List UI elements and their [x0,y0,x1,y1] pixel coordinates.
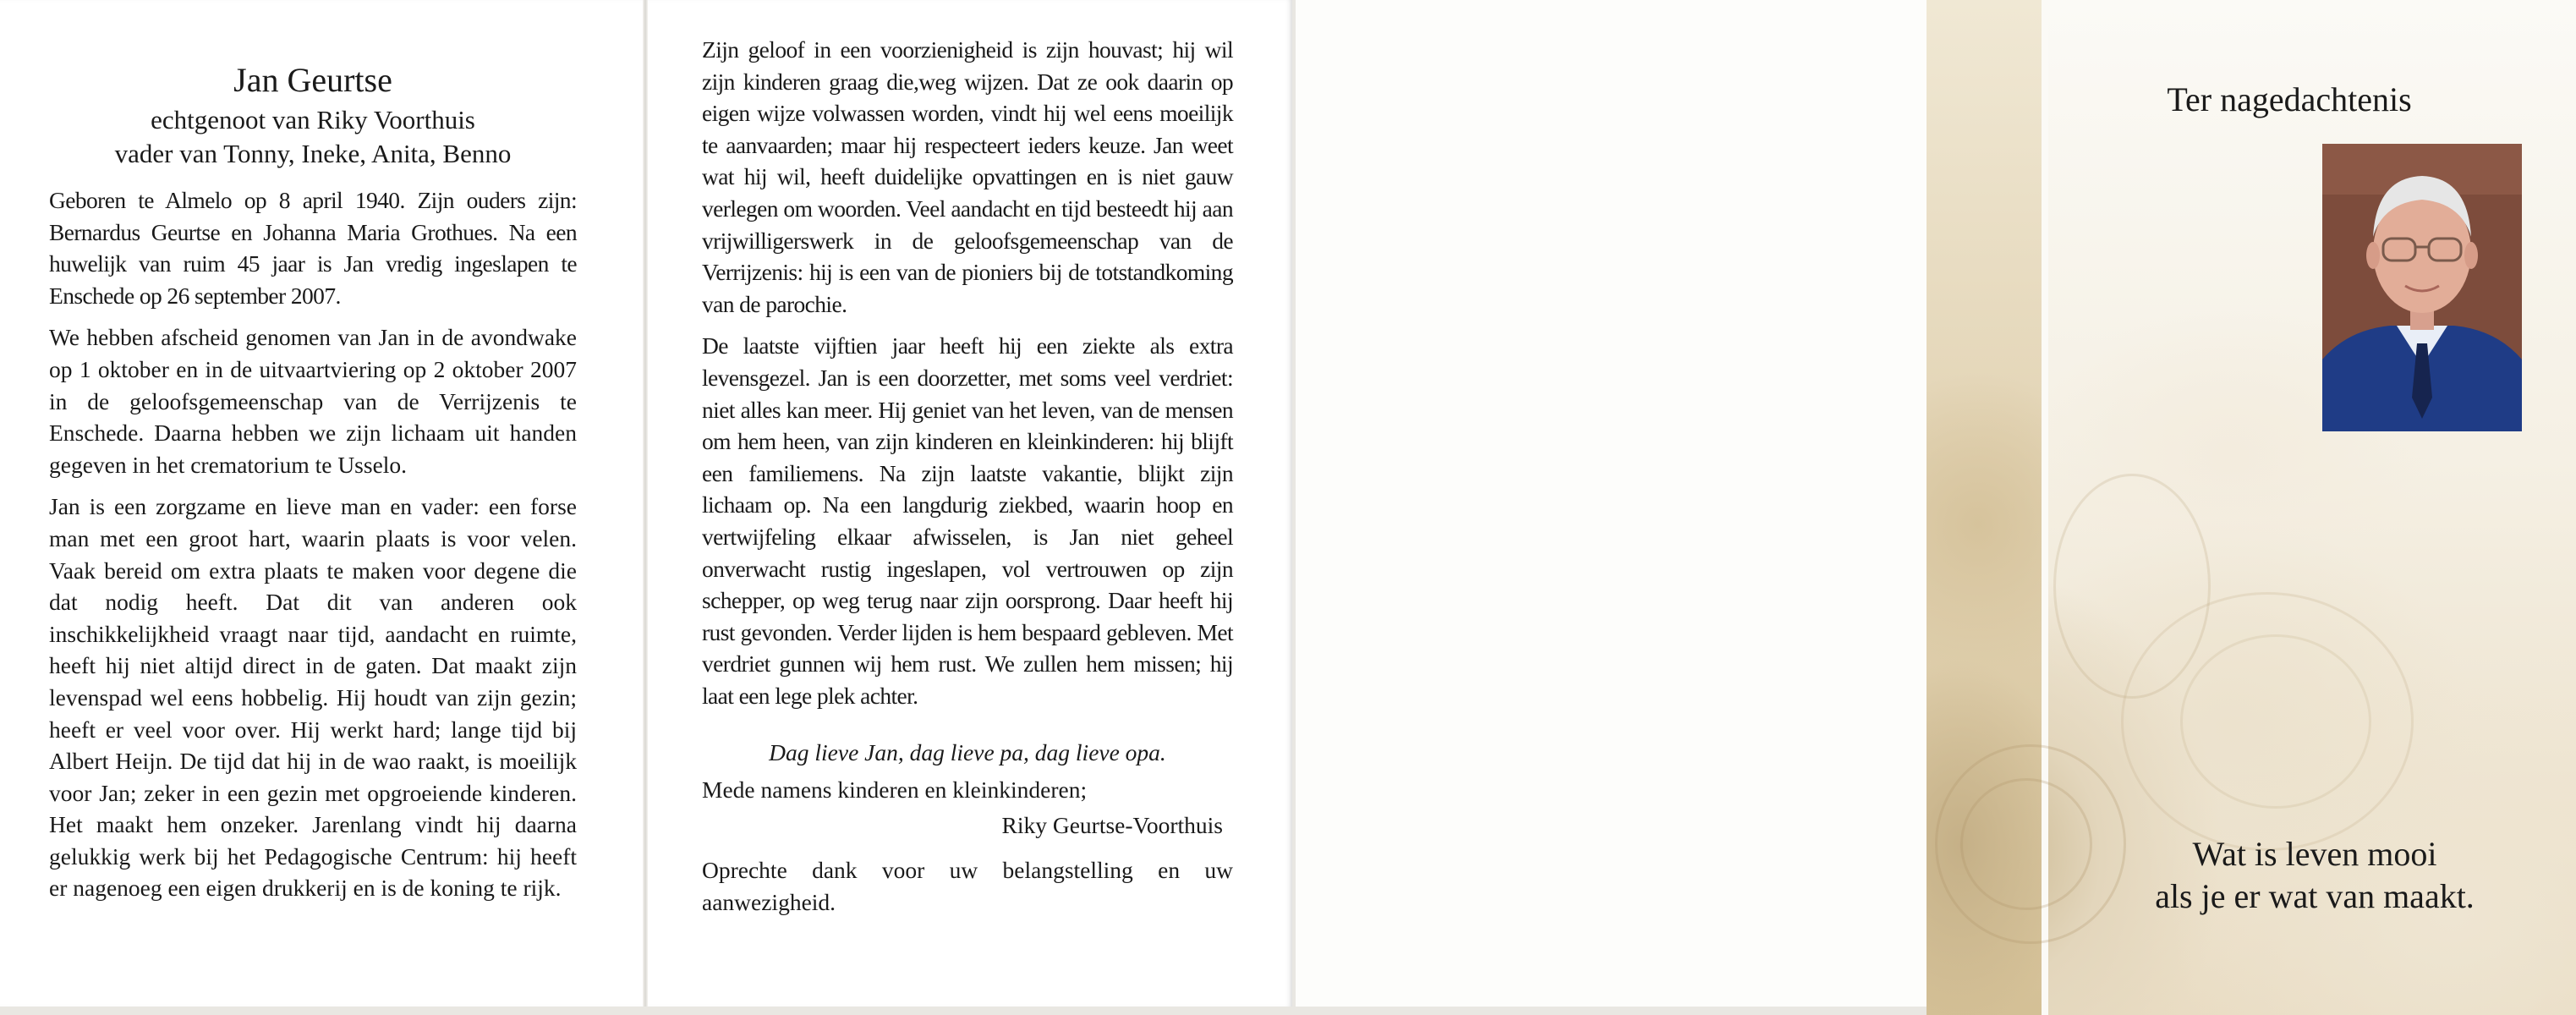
birth-paragraph: Geboren te Almelo op 8 april 1940. Zijn ouders zijn: Bernardus Geurtse en Johanna Maria Grothues. Na een huwelijk van ruim 45 jaar is Jan vredig ingeslapen te Enschede op 26 september 2007. [49,187,577,309]
quote-line-1: Wat is leven mooi [2192,835,2437,873]
portrait-photo-icon [2322,144,2522,431]
card-quote [2053,833,2576,918]
farewell-line: Dag lieve Jan, dag lieve pa, dag lieve opa. [769,739,1166,766]
spouse-line: echtgenoot van Riky Voorthuis [151,105,475,134]
portrait-illustration [2322,144,2522,431]
faith-paragraph: Zijn geloof in een voorzienigheid is zijn houvast; hij wil zijn kinderen graag die,weg wijzen. Dat ze ook daarin op eigen wijze volwassen worden, vindt hij wel eens moeilijk te aanvaarden; maar hij respecteert ieders keuze. Jan weet wat hij wil, heeft duidelijke opvattingen en is niet gauw verlegen om woorden. Veel aandacht en tijd besteedt hij aan vrijwilligerswerk in de geloofsgemeenschap van de Verrijzenis: hij is een van de pioniers bij de totstandkoming van de parochie. [702,36,1233,317]
memorial-card-front [1927,0,2576,1015]
quote-line-2: als je er wat van maakt. [2155,877,2475,915]
illness-paragraph: De laatste vijftien jaar heeft hij een ziekte als extra levensgezel. Jan is een doorzetter, met soms veel verdriet: niet alles kan meer. Hij geniet van het leven, van de mensen om hem heen, van zijn kinderen en kleinkinderen: hij blijft een familiemens. Na zijn laatste vakantie, blijkt zijn lichaam op. Na een langdurig ziekbed, waarin hoop en vertwijfeling elkaar afwisselen, is Jan niet geheel onverwacht rustig ingeslapen, vol vertrouwen op zijn schepper, op weg terug naar zijn oorsprong. Daar heeft hij rust gevonden. Verder lijden is hem bespaard gebleven. Met verdriet gunnen wij hem rust. We zullen hem missen; hij laat een lege plek achter. [702,332,1233,709]
obituary-text-page [0,0,1292,1007]
farewell-paragraph: We hebben afscheid genomen van Jan in de avondwake op 1 oktober en in de uitvaartviering op 2 oktober 2007 in de geloofsgemeenschap van de Verrijzenis te Enschede. Daarna hebben we zijn lichaam uit handen gegeven in het crematorium te Usselo. [49,324,577,478]
rose-icon [2180,634,2371,809]
text-column-left [49,25,577,914]
on-behalf-line: Mede namens kinderen en kleinkinderen; [702,776,1088,804]
text-column-right [702,34,1233,918]
rose-icon [2053,474,2211,699]
signature: Riky Geurtse-Voorthuis [1001,811,1223,838]
name-header [49,58,577,171]
fold-line [643,0,648,1007]
thanks-line: Oprechte dank voor uw belangstelling en uw aanwezigheid. [702,857,1233,915]
card-heading: Ter nagedachtenis [2167,80,2412,118]
deceased-name: Jan Geurtse [233,61,392,99]
character-paragraph: Jan is een zorgzame en lieve man en vader: een forse man met een groot hart, waarin plaats is voor velen. Vaak bereid om extra plaats te maken voor degene die dat nodig heeft. Dat dit van anderen ook inschikkelijkheid vraagt naar tijd, aandacht en ruimte, heeft hij niet altijd direct in de gaten. Dat maakt zijn levenspad wel eens hobbelig. Hij houdt van zijn gezin; heeft er veel voor over. Hij werkt hard; lange tijd bij Albert Heijn. De tijd dat hij in de wao raakt, is moeilijk voor Jan; zeker in een gezin met opgroeiende kinderen. Het maakt hem onzeker. Jarenlang vindt hij daarna gelukkig werk bij het Pedagogische Centrum: hij heeft er nagenoeg een eigen drukkerij en is de koning te rijk. [49,493,577,902]
children-line: vader van Tonny, Ineke, Anita, Benno [114,139,512,168]
